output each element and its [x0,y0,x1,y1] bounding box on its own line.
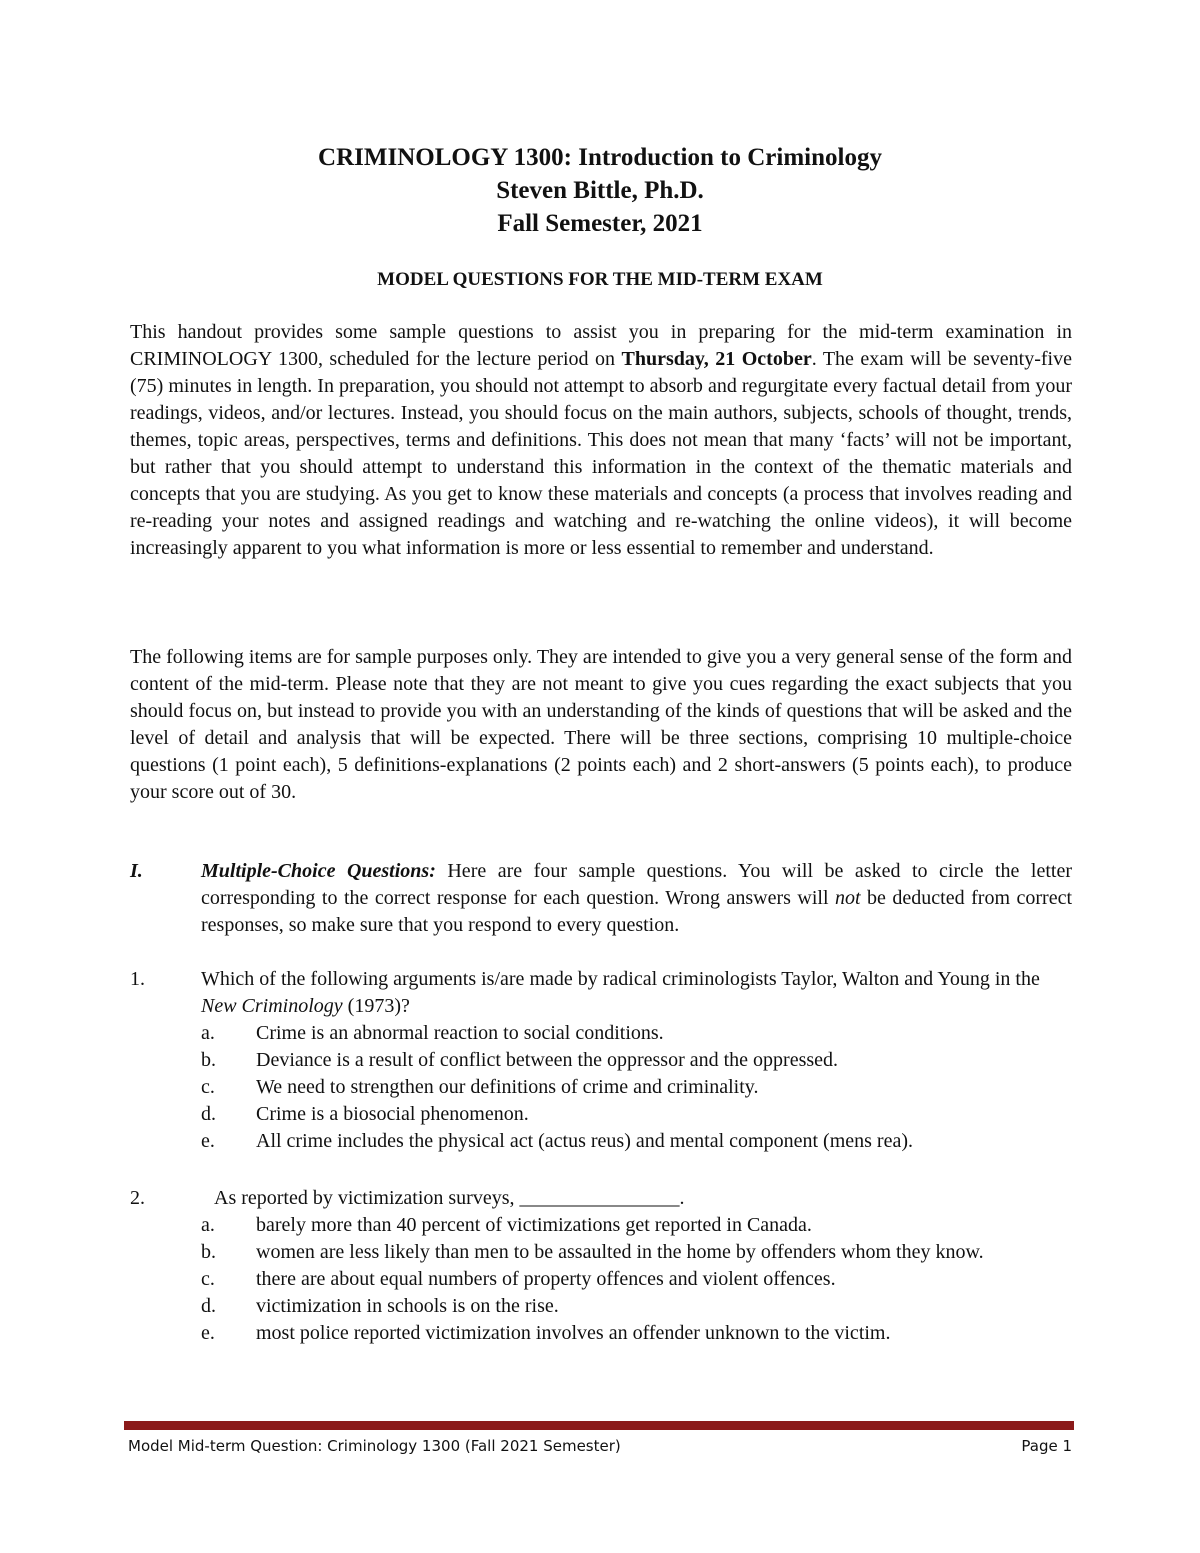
document-header [0,141,1200,240]
answer-option[interactable] [201,1020,1072,1047]
option-letter: b. [201,1241,216,1263]
intro-paragraph-1 [130,319,1072,562]
option-text: Crime is an abnormal reaction to social conditions. [256,1022,664,1044]
intro-text-b: . The exam will be seventy-five (75) minutes in length. In preparation, you should not attempt to absorb and regurgitate every factual detail from your readings, videos, and/or lectures. Instead, you should focus on the main authors, subjects, schools of thought, trends, themes, topic areas, perspectives, terms and definitions. This does not mean that many ‘facts’ will not be important, but rather that you should attempt to understand this information in the context of the thematic materials and concepts that you are studying. As you get to know these materials and concepts (a process that involves reading and re-reading your notes and assigned readings and watching and re-watching the online videos), it will become increasingly apparent to you what information is more or less essential to remember and understand. [130,348,1072,559]
intro-text-a: This handout provides some sample questions to assist you in preparing for the mid-term examination in CRIMINOLOGY 1300, scheduled for the lecture period on [130,321,1072,370]
option-text: women are less likely than men to be assaulted in the home by offenders whom they know. [256,1241,984,1263]
answer-option[interactable] [201,1074,1072,1101]
section-emphasis: not [835,887,861,909]
question-stem-text-a: Which of the following arguments is/are made by radical criminologists Taylor, Walton and Young in the [201,968,1040,990]
section-instructions [201,858,1072,939]
term-label: Fall Semester, 2021 [497,210,703,237]
handout-title: MODEL QUESTIONS FOR THE MID-TERM EXAM [377,269,823,290]
answer-option[interactable] [201,1212,1072,1239]
answer-option[interactable] [201,1293,1072,1320]
option-letter: a. [201,1022,215,1044]
book-title: New Criminology [201,995,343,1017]
option-text: most police reported victimization involves an offender unknown to the victim. [256,1322,891,1344]
option-text: barely more than 40 percent of victimizations get reported in Canada. [256,1214,812,1236]
intro-paragraph-2: The following items are for sample purposes only. They are intended to give you a very general sense of the form and content of the mid-term. Please note that they are not meant to give you cues regarding the exact subjects that you should focus on, but instead to provide you with an understanding of the kinds of questions that will be asked and the level of detail and analysis that will be expected. There will be three sections, comprising 10 multiple-choice questions (1 point each), 5 definitions-explanations (2 points each) and 2 short-answers (5 points each), to produce your score out of 30. [130,646,1072,803]
answer-options [201,1020,1072,1155]
option-letter: a. [201,1214,215,1236]
option-letter: e. [201,1322,215,1344]
option-letter: d. [201,1295,216,1317]
question-number: 2. [130,1187,145,1209]
answer-option[interactable] [201,1266,1072,1293]
question-number: 1. [130,968,145,990]
section-text-b: be deducted from correct responses, so make sure that you respond to every question. [201,887,1072,936]
answer-option[interactable] [201,1047,1072,1074]
course-title: CRIMINOLOGY 1300: Introduction to Criminology [318,144,882,171]
instructor-name: Steven Bittle, Ph.D. [496,177,704,204]
answer-option[interactable] [201,1320,1072,1347]
option-text: We need to strengthen our definitions of crime and criminality. [256,1076,759,1098]
footer-divider [124,1421,1074,1430]
answer-option[interactable] [201,1239,1072,1266]
answer-option[interactable] [201,1128,1072,1155]
answer-options [201,1212,1072,1347]
option-letter: b. [201,1049,216,1071]
question-stem [201,966,1072,1020]
section-text-a: Here are four sample questions. You will be asked to circle the letter corresponding to the correct response for each question. Wrong answers will [201,860,1072,909]
footer-course-label: Model Mid-term Question: Criminology 1300 (Fall 2021 Semester) [128,1437,621,1455]
section-title: Multiple-Choice Questions: [201,860,436,882]
question-stem: As reported by victimization surveys, ________________. [214,1187,685,1209]
option-text: Deviance is a result of conflict between the oppressor and the oppressed. [256,1049,839,1071]
answer-option[interactable] [201,1101,1072,1128]
option-text: All crime includes the physical act (actus reus) and mental component (mens rea). [256,1130,913,1152]
option-letter: e. [201,1130,215,1152]
option-text: victimization in schools is on the rise. [256,1295,559,1317]
option-text: Crime is a biosocial phenomenon. [256,1103,529,1125]
option-letter: c. [201,1076,215,1098]
option-text: there are about equal numbers of property offences and violent offences. [256,1268,836,1290]
section-number: I. [130,860,143,882]
page-number: Page 1 [1021,1437,1072,1455]
question-stem-text-b: (1973)? [342,995,410,1017]
exam-date: Thursday, 21 October [621,348,812,370]
option-letter: d. [201,1103,216,1125]
option-letter: c. [201,1268,215,1290]
